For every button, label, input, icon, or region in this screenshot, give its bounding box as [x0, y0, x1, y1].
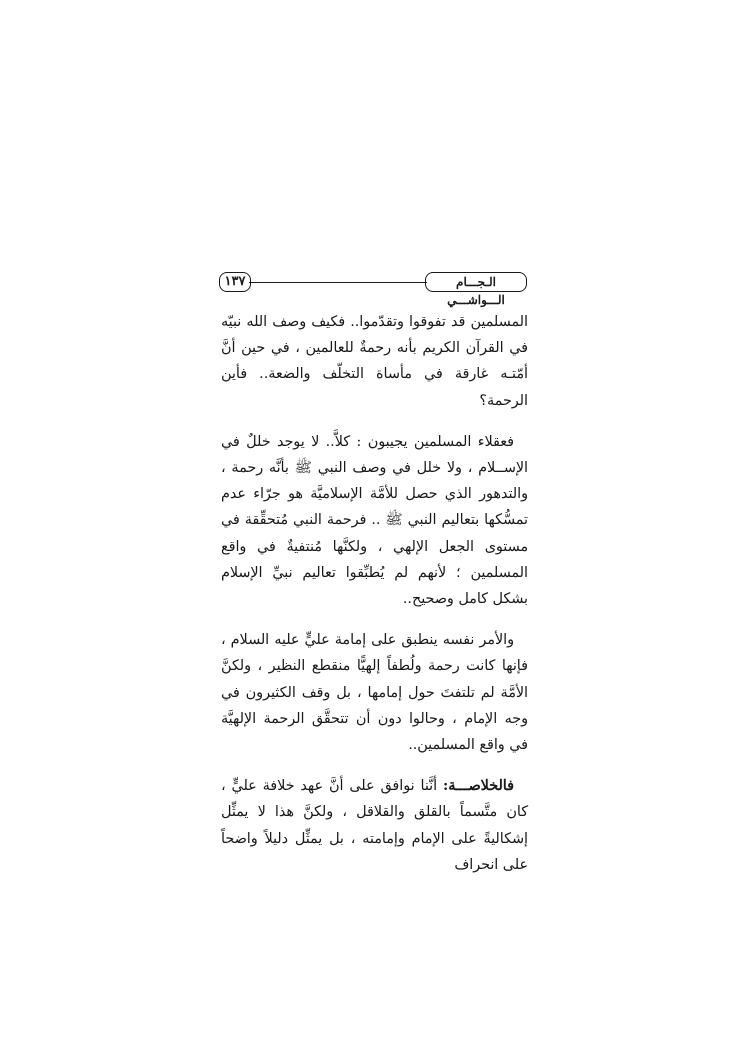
paragraph: فعقلاء المسلمين يجيبون : كلاَّ.. لا يوجد خللٌ في الإســلام ، ولا خلل في وصف النبي ﷺ بأنَّه رحمة ، والتدهور الذي حصل للأمَّة الإسلاميَّة هو جرّاء عدم تمسُّكها بتعاليم النبي ﷺ .. فرحمة النبي مُتحقِّقة في مستوى الجعل الإلهي ، ولكنَّها مُنتفيةٌ في واقع المسلمين ؛ لأنهم لم يُطبِّقوا تعاليم نبيِّ الإسلام بشكل كامل وصحيح.. [221, 433, 528, 608]
body-text [221, 309, 528, 878]
paragraph-spacer [221, 414, 528, 429]
page-header [219, 272, 527, 307]
running-title: الـجـــام الـــواشـــي [425, 272, 527, 292]
paragraph [221, 773, 528, 878]
paragraph: والأمر نفسه ينطبق على إمامة عليٍّ عليه السلام ، فإنها كانت رحمة ولُطفاً إلهيًّا منقطع النظير ، ولكنَّ الأمَّة لم تلتفتَ حول إمامها ، بل وقف الكثيرون في وجه الإمام ، وحالوا دون أن تتحقَّق الرحمة الإلهيَّة في واقع المسلمين.. [221, 632, 528, 754]
paragraph-text: أنَّنا نوافق على أنَّ عهد خلافة عليٍّ ، كان متَّسماً بالقلق والقلاقل ، ولكنَّ هذا لا يمثِّل إشكاليةً على الإمام وإمامته ، بل يمثِّل دليلاً واضحاً على انحراف [221, 778, 528, 873]
paragraph-spacer [221, 758, 528, 773]
paragraph: المسلمين قد تفوقوا وتقدّموا.. فكيف وصف الله نبيّه في القرآن الكريم بأنه رحمةٌ للعالمين ، في حين أنَّ أمّتـه غارقة في مأساة التخلّف والضعة.. فأين الرحمة؟ [221, 314, 528, 409]
conclusion-label: فالخلاصـــة: [443, 778, 514, 795]
header-divider [249, 282, 427, 283]
page-number: ١٣٧ [219, 272, 251, 292]
paragraph-spacer [221, 612, 528, 627]
